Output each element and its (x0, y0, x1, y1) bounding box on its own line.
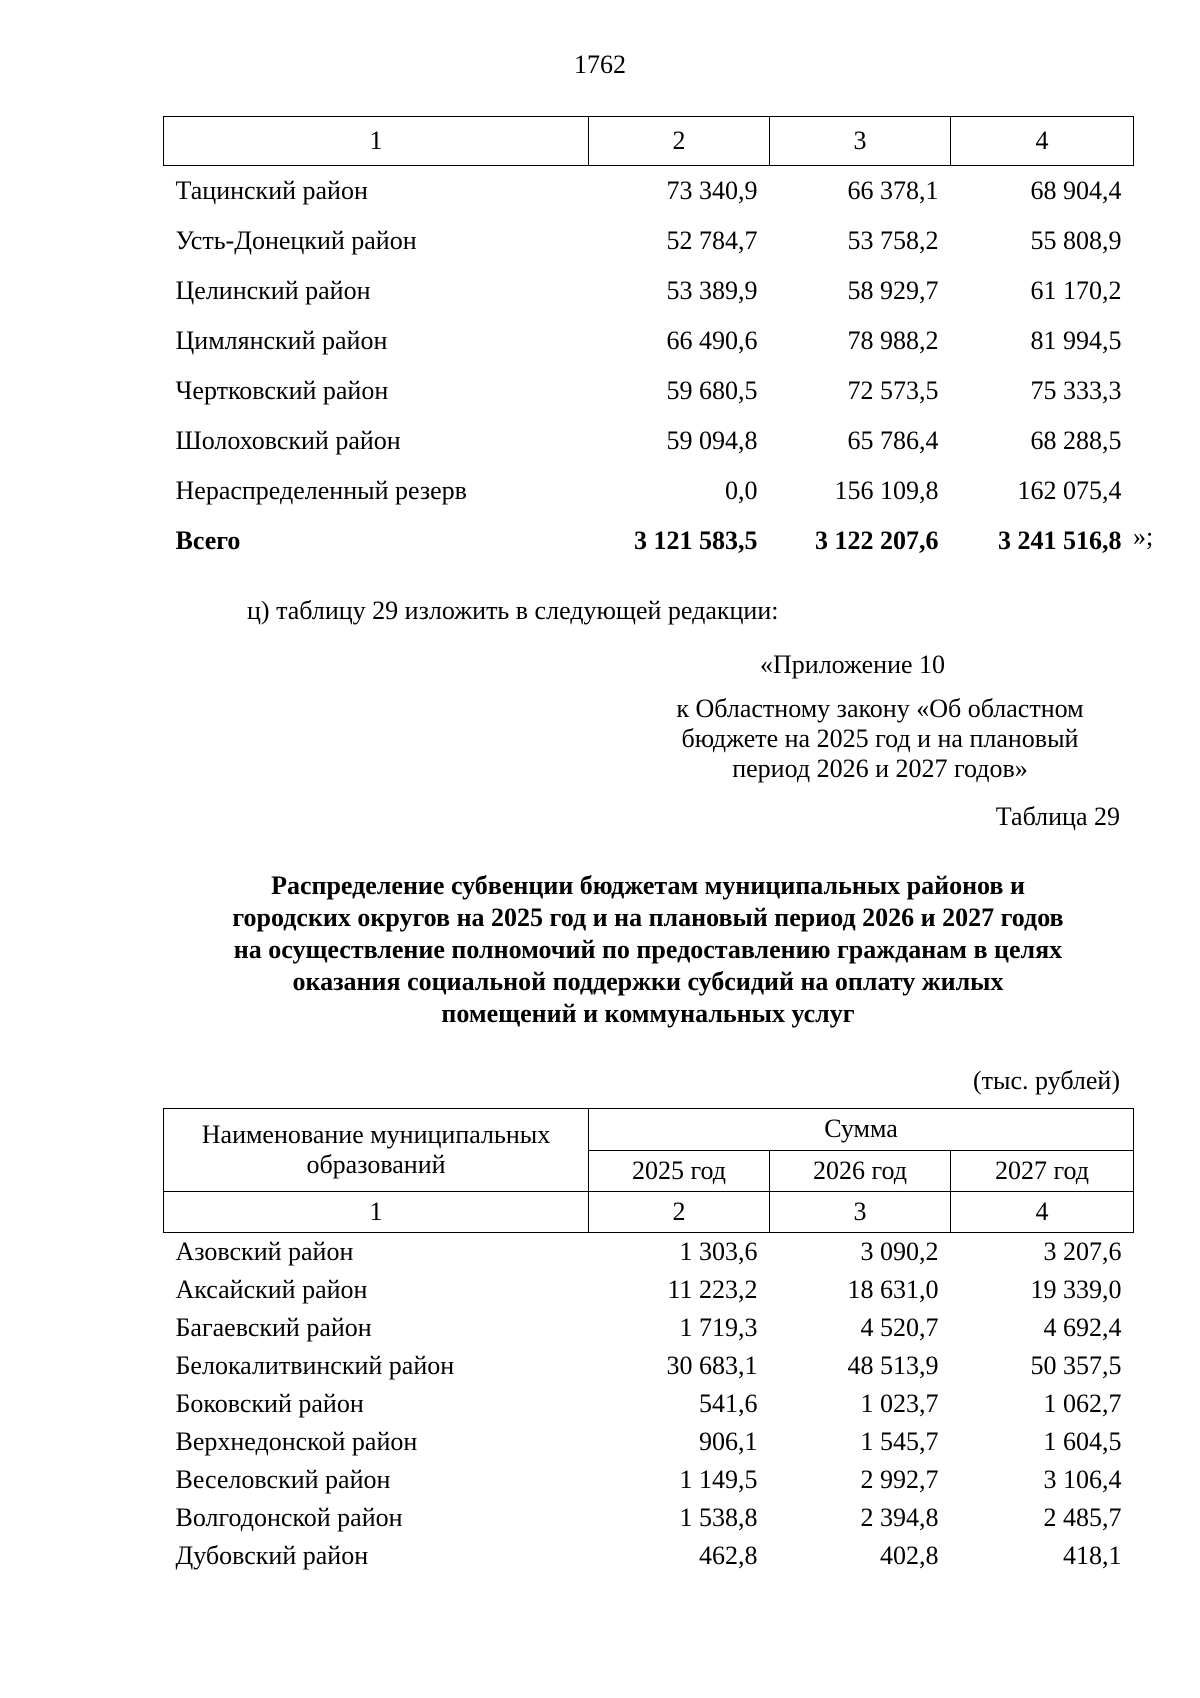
value-2025: 1 538,8 (679, 1503, 758, 1532)
value-2025: 541,6 (699, 1389, 758, 1418)
value-2027: 1 062,7 (1043, 1389, 1122, 1418)
table-row (164, 216, 1134, 266)
district-name: Нераспределенный резерв (175, 476, 467, 505)
district-name: Багаевский район (175, 1313, 372, 1342)
value-2026: 48 513,9 (847, 1351, 939, 1380)
district-name: Азовский район (175, 1237, 354, 1266)
column-number-row (164, 1192, 1134, 1233)
value-2026: 78 988,2 (847, 326, 939, 355)
total-2027: 3 241 516,8 (998, 526, 1122, 555)
column-number: 1 (164, 1192, 589, 1233)
value-2027: 55 808,9 (1030, 226, 1122, 255)
value-2025: 462,8 (699, 1541, 758, 1570)
district-name: Усть-Донецкий район (175, 226, 417, 255)
header-row (164, 1109, 1134, 1151)
value-2027: 3 207,6 (1043, 1237, 1122, 1266)
page-number: 1762 (574, 50, 626, 79)
table-title (163, 870, 1133, 1030)
district-name: Целинский район (175, 276, 371, 305)
value-2027: 61 170,2 (1030, 276, 1122, 305)
value-2025: 59 680,5 (666, 376, 758, 405)
value-2027: 75 333,3 (1030, 376, 1122, 405)
table-label: Таблица 29 (995, 802, 1120, 831)
table-row (164, 1537, 1134, 1575)
table-row (164, 1423, 1134, 1461)
value-2026: 156 109,8 (834, 476, 939, 505)
value-2025: 1 303,6 (679, 1237, 758, 1266)
table-row (164, 466, 1134, 516)
year-header: 2025 год (589, 1150, 770, 1192)
title-line: помещений и коммунальных услуг (441, 999, 855, 1028)
value-2027: 1 604,5 (1043, 1427, 1122, 1456)
table-row (164, 266, 1134, 316)
title-line: городских округов на 2025 год и на плановый период 2026 и 2027 годов (232, 903, 1064, 932)
value-2025: 11 223,2 (667, 1275, 758, 1304)
table-row (164, 416, 1134, 466)
value-2025: 66 490,6 (666, 326, 758, 355)
value-2026: 1 545,7 (860, 1427, 939, 1456)
year-header: 2027 год (951, 1150, 1134, 1192)
total-2026: 3 122 207,6 (815, 526, 939, 555)
value-2025: 906,1 (699, 1427, 758, 1456)
total-row (164, 516, 1134, 566)
value-2027: 3 106,4 (1043, 1465, 1122, 1494)
year-header: 2026 год (770, 1150, 951, 1192)
appendix-line: период 2026 и 2027 годов» (732, 754, 1028, 783)
value-2025: 52 784,7 (666, 226, 758, 255)
subvention-table (163, 1108, 1134, 1575)
value-2026: 53 758,2 (847, 226, 939, 255)
district-name: Шолоховский район (175, 426, 401, 455)
district-name: Аксайский район (175, 1275, 368, 1304)
amendment-instruction: ц) таблицу 29 изложить в следующей редакции: (247, 596, 779, 625)
appendix-line: бюджете на 2025 год и на плановый (681, 724, 1079, 753)
value-2025: 53 389,9 (666, 276, 758, 305)
value-2027: 50 357,5 (1030, 1351, 1122, 1380)
table-row (164, 366, 1134, 416)
table-row (164, 1271, 1134, 1309)
header-line: Наименование муниципальных (201, 1120, 551, 1149)
district-name: Верхнедонской район (175, 1427, 418, 1456)
value-2026: 2 992,7 (860, 1465, 939, 1494)
column-number: 1 (164, 117, 589, 166)
column-number: 2 (589, 1192, 770, 1233)
value-2025: 59 094,8 (666, 426, 758, 455)
column-number: 3 (770, 1192, 951, 1233)
value-2027: 2 485,7 (1043, 1503, 1122, 1532)
title-line: на осуществление полномочий по предоставлению гражданам в целях (233, 935, 1063, 964)
value-2026: 3 090,2 (860, 1237, 939, 1266)
budget-table-continued (163, 116, 1134, 566)
district-name: Белокалитвинский район (175, 1351, 455, 1380)
table-row (164, 1233, 1134, 1272)
total-2025: 3 121 583,5 (634, 526, 758, 555)
value-2027: 4 692,4 (1043, 1313, 1122, 1342)
sum-header: Сумма (589, 1109, 1134, 1151)
value-2027: 418,1 (1063, 1541, 1122, 1570)
column-number: 3 (770, 117, 951, 166)
units-label: (тыс. рублей) (972, 1066, 1120, 1095)
value-2026: 1 023,7 (860, 1389, 939, 1418)
name-column-header (164, 1109, 589, 1192)
table-row (164, 1385, 1134, 1423)
column-number: 2 (589, 117, 770, 166)
value-2026: 72 573,5 (847, 376, 939, 405)
value-2027: 68 288,5 (1030, 426, 1122, 455)
value-2025: 30 683,1 (666, 1351, 758, 1380)
value-2027: 162 075,4 (1017, 476, 1122, 505)
title-line: оказания социальной поддержки субсидий на оплату жилых (292, 967, 1004, 996)
appendix-reference (640, 694, 1120, 784)
district-name: Волгодонской район (175, 1503, 403, 1532)
value-2027: 19 339,0 (1030, 1275, 1122, 1304)
value-2026: 2 394,8 (860, 1503, 939, 1532)
table-row (164, 166, 1134, 217)
total-label: Всего (175, 526, 241, 555)
column-number-row (164, 117, 1134, 166)
column-number: 4 (951, 1192, 1134, 1233)
table-row (164, 1461, 1134, 1499)
appendix-title: «Приложение 10 (760, 650, 946, 679)
value-2026: 58 929,7 (847, 276, 939, 305)
table-row (164, 316, 1134, 366)
value-2026: 4 520,7 (860, 1313, 939, 1342)
value-2026: 402,8 (880, 1541, 939, 1570)
district-name: Чертковский район (175, 376, 389, 405)
value-2026: 66 378,1 (847, 176, 939, 205)
table-row (164, 1347, 1134, 1385)
value-2027: 68 904,4 (1030, 176, 1122, 205)
district-name: Дубовский район (175, 1541, 369, 1570)
value-2025: 1 719,3 (679, 1313, 758, 1342)
value-2025: 73 340,9 (666, 176, 758, 205)
appendix-line: к Областному закону «Об областном (676, 694, 1084, 723)
table-row (164, 1499, 1134, 1537)
table-row (164, 1309, 1134, 1347)
header-line: образований (306, 1150, 446, 1179)
value-2025: 0,0 (725, 476, 758, 505)
value-2027: 81 994,5 (1030, 326, 1122, 355)
district-name: Цимлянский район (175, 326, 388, 355)
value-2025: 1 149,5 (679, 1465, 758, 1494)
column-number: 4 (951, 117, 1134, 166)
district-name: Боковский район (175, 1389, 364, 1418)
closing-quote: »; (1133, 522, 1154, 551)
value-2026: 18 631,0 (847, 1275, 939, 1304)
district-name: Веселовский район (175, 1465, 391, 1494)
title-line: Распределение субвенции бюджетам муниципальных районов и (271, 871, 1025, 900)
district-name: Тацинский район (175, 176, 368, 205)
value-2026: 65 786,4 (847, 426, 939, 455)
